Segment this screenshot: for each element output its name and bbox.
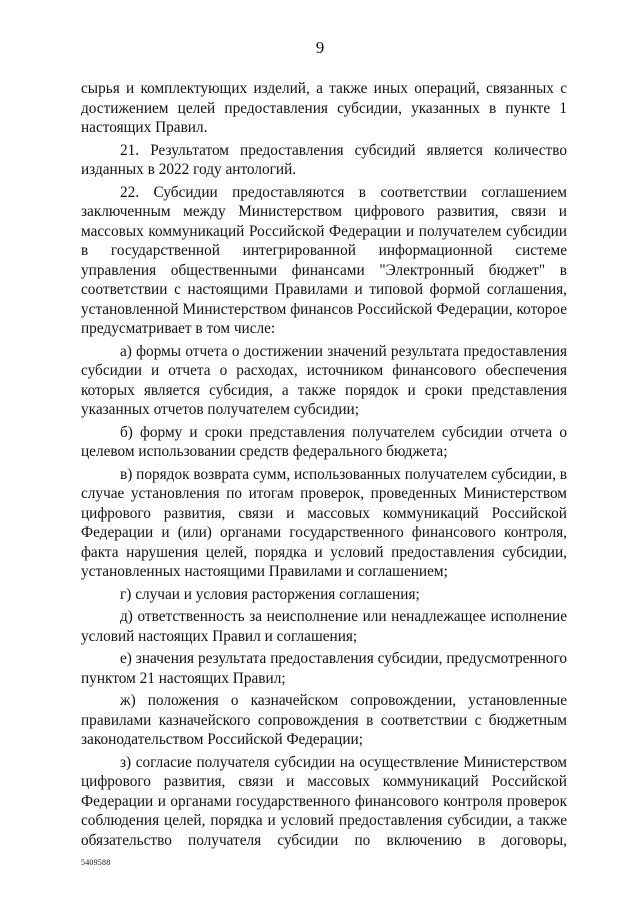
list-item-z: з) согласие получателя субсидии на осуществление Министерством цифрового развития, связи и массовых коммуникаций Российской Федерации и органами государственного финансового контроля проверок соблюдения целей, порядка и условий предоставления субсидии, а также обязательство получателя субсидии по включению в договоры, [81,753,567,849]
list-item-zh: ж) положения о казначейском сопровождении, установленные правилами казначейского сопровождения в соответствии с бюджетным законодательством Российской Федерации; [81,692,567,748]
list-item-a: а) формы отчета о достижении значений результата предоставления субсидии и отчета о расходах, источником финансового обеспечения которых является субсидия, а также порядок и сроки представления указанных отчетов получателем субсидии; [81,342,567,418]
list-item-e: е) значения результата предоставления субсидии, предусмотренного пунктом 21 настоящих Правил; [81,650,567,687]
list-item-v: в) порядок возврата сумм, использованных получателем субсидии, в случае установления по итогам проверок, проведенных Министерством цифрового развития, связи и массовых коммуникаций Российской Федерации и (или) органами государственного финансового контроля, факта нарушения целей, порядка и условий предоставления субсидии, установленных настоящими Правилами и соглашением; [81,465,567,580]
paragraph-continuation: сырья и комплектующих изделий, а также иных операций, связанных с достижением целей предоставления субсидии, указанных в пункте 1 настоящих Правил. [81,80,567,136]
paragraph-21: 21. Результатом предоставления субсидий является количество изданных в 2022 году антологий. [81,141,567,178]
page-number: 9 [315,38,325,57]
list-item-d: д) ответственность за неисполнение или ненадлежащее исполнение условий настоящих Правил и соглашения; [81,608,567,645]
list-item-b: б) форму и сроки представления получателем субсидии отчета о целевом использовании средств федерального бюджета; [81,423,567,460]
document-code: 5409588 [81,858,111,867]
paragraph-22: 22. Субсидии предоставляются в соответствии соглашением заключенным между Министерством цифрового развития, связи и массовых коммуникаций Российской Федерации и получателем субсидии в государственной интегрированной информационной системе управления общественными финансами "Электронный бюджет" в соответствии с настоящими Правилами и типовой формой соглашения, установленной Министерством финансов Российской Федерации, которое предусматривает в том числе: [81,183,567,337]
page-body [81,79,567,853]
list-item-g: г) случаи и условия расторжения соглашения; [120,585,420,603]
